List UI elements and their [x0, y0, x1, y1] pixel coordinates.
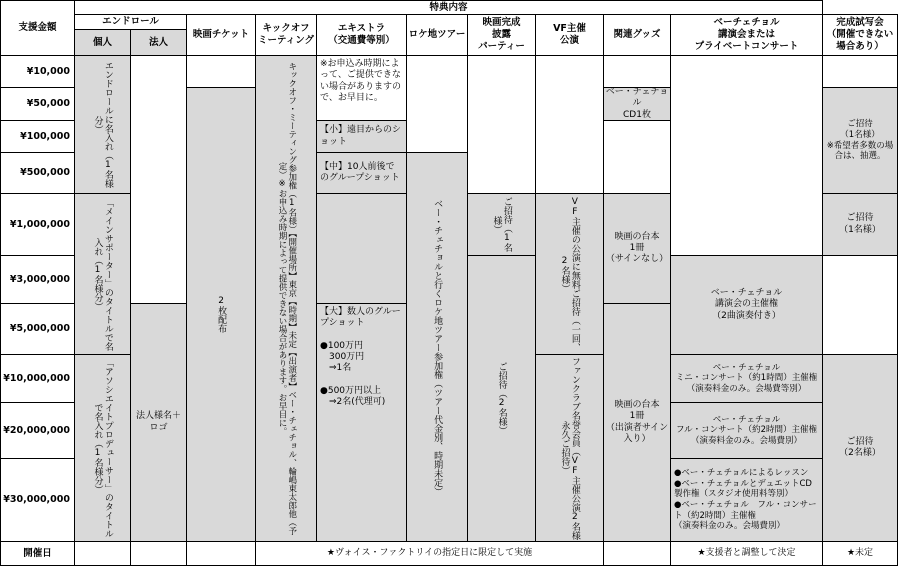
header-kickoff: キックオフ ミーティング: [255, 14, 317, 56]
header-endroll: エンドロール: [74, 14, 187, 30]
footer-ticket: [186, 541, 256, 566]
location-text: ベー・チェチョルと行くロケ地ツアー参加権（ツアー代金別、時期未定）: [432, 198, 443, 496]
header-beethoven: ベーチェチョル 講演会または プライベートコンサート: [670, 14, 823, 56]
ticket-empty: [186, 55, 256, 88]
location-cell: [406, 152, 468, 542]
ticket-cell: [186, 87, 256, 542]
header-preview: 完成試写会 （開催できない 場合あり）: [822, 14, 898, 56]
premiere-two-text: ご招待（2名様）: [496, 362, 507, 435]
extra-medium-shot: 【中】10人前後でのグループショット: [316, 152, 407, 194]
footer-individual: [74, 541, 131, 566]
beethoven-mini-concert: ベー・チェチョル ミニ・コンサート（約1時間）主催権 （演奏料金のみ。会場費等別）: [670, 354, 823, 403]
vf-fanclub: [535, 354, 604, 542]
goods-cd: ベー・チェチョル CD1枚: [603, 87, 671, 121]
premiere-empty: [467, 55, 536, 194]
endroll-individual-associate-producer: [74, 354, 131, 542]
amount-cell: ¥1,000,000: [0, 193, 75, 256]
preview-empty: [822, 55, 898, 88]
premiere-one: [467, 193, 536, 256]
goods-script-unsigned: 映画の台本 1冊 （サインなし）: [603, 193, 671, 304]
endroll-corporate-logo: 法人様名＋ロゴ: [130, 303, 187, 542]
footer-main: ★ヴォイス・ファクトリイの指定日に限定して実施: [255, 541, 604, 566]
kickoff-cell: [255, 55, 317, 542]
amount-cell: ¥10,000,000: [0, 354, 75, 403]
amount-cell: ¥10,000: [0, 55, 75, 88]
header-benefits: 特典内容: [74, 0, 823, 15]
header-vf: VF主催 公演: [535, 14, 604, 56]
header-individual: 個人: [74, 29, 131, 56]
vf-invite-text: VF主催の公演に無料ご招待（一回、2名様）: [559, 196, 580, 352]
vf-empty: [535, 55, 604, 194]
goods-script-signed: 映画の台本 1冊 （出演者サイン 入り）: [603, 303, 671, 542]
beethoven-empty: [670, 55, 823, 256]
footer-beethoven: ★支援者と調整して決定: [670, 541, 823, 566]
header-corporate: 法人: [130, 29, 187, 56]
endroll-corporate-empty: [130, 55, 187, 304]
ticket-text: 2枚配布: [216, 296, 227, 333]
footer-goods: [603, 541, 671, 566]
amount-cell: ¥50,000: [0, 87, 75, 121]
amount-cell: ¥5,000,000: [0, 303, 75, 355]
amount-cell: ¥500,000: [0, 152, 75, 194]
preview-one: ご招待 （1名様）: [822, 193, 898, 256]
header-ticket: 映画チケット: [186, 14, 256, 56]
footer-corporate: [130, 541, 187, 566]
endroll-individual-basic-text: エンドロールに名入れ（1名様分）: [92, 61, 113, 188]
kickoff-text: キックオフ・ミーティング参加権（1名様）【開催場所】東京【時期】未定【出演者】ベー・チェチョル、輪嶋東太郎他（予定）※お申込み時期によって提供できない場合があります。お早目に。: [277, 61, 297, 536]
location-empty: [406, 55, 468, 153]
endroll-individual-basic: [74, 55, 131, 194]
preview-two: ご招待 （2名様）: [822, 354, 898, 542]
amount-cell: ¥20,000,000: [0, 402, 75, 459]
header-goods: 関連グッズ: [603, 14, 671, 56]
goods-empty-2: [603, 120, 671, 194]
amount-cell: ¥100,000: [0, 120, 75, 153]
premiere-two: [467, 255, 536, 542]
header-amount: 支援金額: [0, 0, 75, 56]
goods-empty: [603, 55, 671, 88]
beethoven-full-concert: ベー・チェチョル フル・コンサート（約2時間）主催権 （演奏料金のみ。会場費別）: [670, 402, 823, 459]
amount-cell: ¥30,000,000: [0, 458, 75, 542]
header-extra: エキストラ （交通費等別）: [316, 14, 407, 56]
extra-note: ※お申込み時期によって、ご提供できない場合がありますので、お早目に。: [316, 55, 407, 121]
endroll-individual-associate-producer-text: 「アソシエイトプロデューサー」のタイトルで名入れ（1名様分）: [92, 358, 113, 538]
footer-label: 開催日: [0, 541, 75, 566]
endroll-individual-main-supporter: [74, 193, 131, 355]
vf-fanclub-text: ファンクラブ名誉会員（VF主催公演2名様永久ご招待）: [559, 356, 580, 540]
amount-cell: ¥3,000,000: [0, 255, 75, 304]
premiere-one-text: ご招待（1名様）: [491, 197, 512, 252]
beethoven-lesson-duet: ●ベー・チェチョルによるレッスン ●ベー・チェチョルとデュエットCD製作権（スタジオ使用料等別） ●ベー・チェチョル フル・コンサート（約2時間）主催権 （演奏料金のみ。会場費別）: [670, 458, 823, 542]
preview-empty-2: [822, 255, 898, 355]
header-premiere: 映画完成 披露 パーティー: [467, 14, 536, 56]
endroll-individual-main-supporter-text: 「メインサポーター」のタイトルで名入れ（1名様分）: [92, 197, 113, 351]
beethoven-lecture: ベー・チェチョル 講演会の主催権 （2曲演奏付き）: [670, 255, 823, 355]
extra-large-shot: 【大】数人のグループショット ●100万円 300万円 ⇒1名 ●500万円以上 ⇒2名(代理可): [316, 303, 407, 542]
preview-one-lottery: ご招待 （1名様） ※希望者多数の場合は、抽選。: [822, 87, 898, 194]
footer-preview: ★未定: [822, 541, 898, 566]
extra-large-shot-upper: [316, 193, 407, 304]
header-location: ロケ地ツアー: [406, 14, 468, 56]
extra-small-shot: 【小】遠目からのショット: [316, 120, 407, 153]
vf-invite: [535, 193, 604, 355]
